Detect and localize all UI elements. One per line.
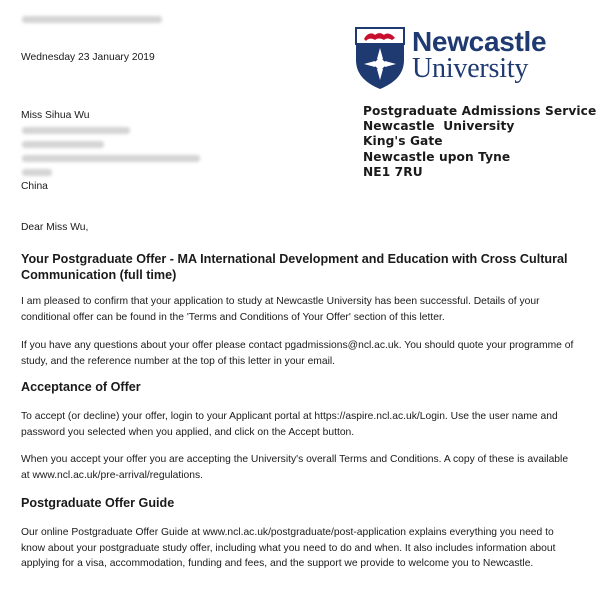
sender-address-line: Newcastle upon Tyne <box>363 149 511 164</box>
sender-address-line: Newcastle University <box>363 119 515 134</box>
intro-paragraph: I am pleased to confirm that your application to study at Newcastle University has been successful. Details of your conditional offer can be found in the 'Terms and Conditions of Your Offer' section of this letter. <box>21 296 540 323</box>
redacted-reference <box>22 16 162 23</box>
offer-title: Your Postgraduate Offer - MA International Development and Education with Cross Cultural Communication (full time) <box>21 252 568 282</box>
sender-address-line: Postgraduate Admissions Service <box>363 104 597 118</box>
university-shield-icon <box>354 26 406 90</box>
guide-paragraph: Our online Postgraduate Offer Guide at www.ncl.ac.uk/postgraduate/post-application explains everything you need to know about your postgraduate study offer, including what you need to do and when. It also includes information about applying for a visa, accommodation, funding and fees, and the support we provide to welcome you to Newcastle. <box>21 527 556 569</box>
letter-date: Wednesday 23 January 2019 <box>21 52 155 63</box>
acceptance-paragraph: To accept (or decline) your offer, login to your Applicant portal at https://aspire.ncl.ac.uk/Login. Use the user name and password you selected when you applied, and click on the Accept button. <box>21 411 558 438</box>
redacted-address-line <box>22 127 130 134</box>
sender-address-line: NE1 7RU <box>363 164 423 179</box>
acceptance-paragraph: When you accept your offer you are accepting the University's overall Terms and Conditions. A copy of these is available at www.ncl.ac.uk/pre-arrival/regulations. <box>21 454 569 481</box>
sender-address <box>363 104 596 180</box>
recipient-name: Miss Sihua Wu <box>21 110 90 121</box>
acceptance-heading: Acceptance of Offer <box>21 380 141 394</box>
logo-line-1: Newcastle <box>412 26 547 57</box>
guide-heading: Postgraduate Offer Guide <box>21 496 175 510</box>
salutation: Dear Miss Wu, <box>21 222 89 233</box>
sender-address-line: King's Gate <box>363 134 443 149</box>
redacted-address-line <box>22 155 200 162</box>
redacted-address-line <box>22 169 52 176</box>
recipient-country: China <box>21 181 48 192</box>
logo-wordmark <box>412 28 546 83</box>
redacted-address-line <box>22 141 104 148</box>
logo-line-2: University <box>412 53 529 84</box>
university-logo <box>354 26 554 98</box>
intro-paragraph: If you have any questions about your offer please contact pgadmissions@ncl.ac.uk. You should quote your programme of study, and the reference number at the top of this letter in your email. <box>21 340 574 367</box>
